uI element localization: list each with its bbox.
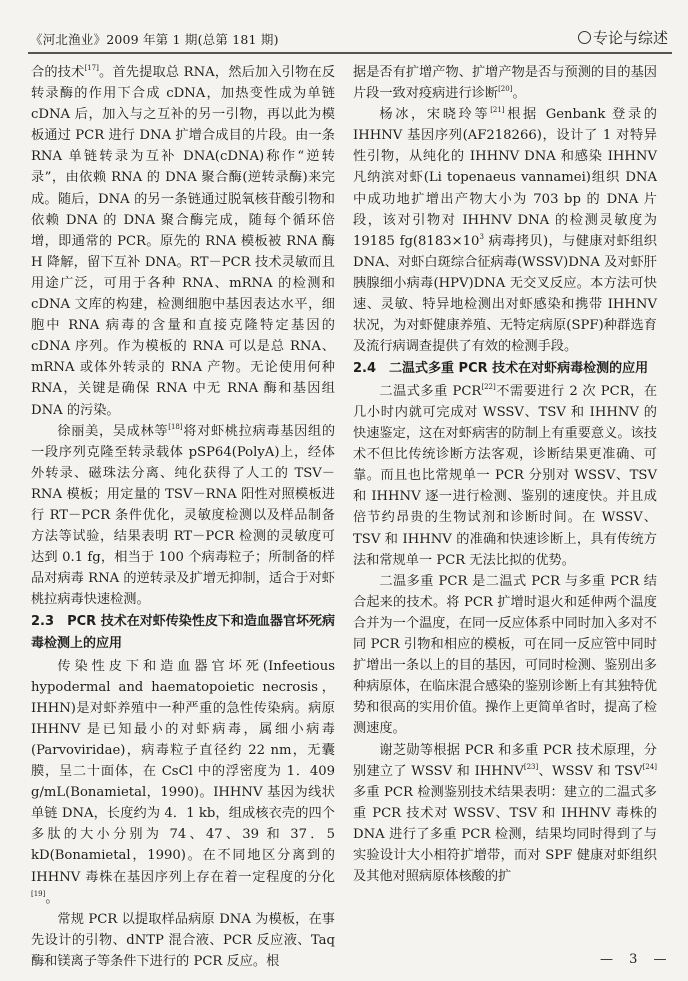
circle-icon	[578, 31, 591, 44]
citation: [21]	[490, 106, 505, 115]
paragraph	[31, 421, 335, 611]
right-column	[353, 62, 657, 887]
text: 。	[512, 86, 526, 102]
paragraph	[353, 740, 657, 888]
text: 谢芝勋等根据 PCR 和多重 PCR 技术原理，分别建立了 WSSV 和 IHHNV	[353, 742, 657, 779]
citation: [17]	[84, 64, 99, 72]
text: 病毒拷贝)，与健康对虾组织 DNA、对虾白斑综合征病毒(WSSV)DNA 及对虾肝胰腺细小病毒(HPV)DNA 无交叉反应。本方法可快速、灵敏、特异地检测出对虾感染和携带 IHHNV 状况，为对虾健康养殖、无特定病原(SPF)种群选育及流行病调查提供了有效的检测手段。	[353, 233, 657, 355]
text: 徐丽美，吴成林等	[57, 423, 169, 439]
page-number: — 3 —	[600, 952, 673, 967]
citation: [20]	[498, 85, 513, 94]
paragraph	[353, 62, 657, 104]
text: 将对虾桃拉病毒基因组的一段序列克隆至转录载体 pSP64(PolyA)上，经体外转录、磁珠法分离、纯化获得了人工的 TSV－RNA 模板；用定量的 TSV－RNA 阳性对照模板进行 RT－PCR 条件优化，灵敏度检测以及样品制备方法等试验，结果表明 RT－PCR 检测的灵敏度可达到 0.1 fg，相当于 100 个病毒粒子；所制备的样品对病毒 RNA 的逆转录及扩增无抑制，适合于对虾桃拉病毒快速检测。	[31, 423, 336, 608]
paragraph	[353, 104, 657, 357]
paragraph: 常规 PCR 以提取样品病原 DNA 为模板，在事先设计的引物、dNTP 混合液、PCR 反应液、Taq 酶和镁离子等条件下进行的 PCR 反应。根	[31, 911, 335, 969]
text: 杨冰，宋晓玲等	[379, 107, 491, 123]
journal-citation: 《河北渔业》2009 年第 1 期(总第 181 期)	[30, 32, 279, 47]
text: 、WSSV 和 TSV	[538, 763, 643, 779]
text: 。首先提取总 RNA，然后加入引物在反转录酶的作用下合成 cDNA，加热变性成为单链 cDNA 后，加入与之互补的另一引物，再以此为模板通过 PCR 进行 DNA 扩增合成目的片段。由一条 RNA 单链转录为互补 DNA(cDNA)称作“逆转录”，由依赖 RNA 的 DNA 聚合酶(逆转录酶)来完成。随后，DNA 的另一条链通过脱氧核苷酸引物和依赖 DNA 的 DNA 聚合酶完成，随每个循环倍增，即通常的 PCR。原先的 RNA 模板被 RNA 酶 H 降解，留下互补 DNA。RT－PCR 技术灵敏而且用途广泛，可用于各种 RNA、mRNA 的检测和 cDNA 文库的构建，检测细胞中基因表达水平，细胞中 RNA 病毒的含量和直接克隆特定基因的 cDNA 序列。作为模板的 RNA 可以是总 RNA、mRNA 或体外转录的 RNA 产物。无论使用何种 RNA，关键是确保 RNA 中无 RNA 酶和基因组 DNA 的污染。	[31, 65, 336, 418]
text: 根据 Genbank 登录的 IHHNV 基因序列(AF218266)，设计了 1 对特异性引物，从纯化的 IHHNV DNA 和感染 IHHNV 凡纳滨对虾(Li topenaeus vannamei)组织 DNA 中成功地扩增出产物大小为 703 bp 的 DNA 片段，该对引物对 IHHNV DNA 的检测灵敏度为 19185 fg(8183×10	[353, 107, 657, 249]
paragraph: 二温多重 PCR 是二温式 PCR 与多重 PCR 结合起来的技术。将 PCR 扩增时退火和延伸两个温度合并为一个温度，在同一反应体系中同时加入多对不同 PCR 引物和相应的模板，可在同一反应管中同时扩增出一条以上的目的基因，可同时检测、鉴别出多种病原体，在临床混合感染的鉴别诊断上有其独特优势和很高的实用价值。操作上更简单省时，提高了检测速度。	[353, 573, 657, 737]
text: 多重 PCR 检测鉴别技术结果表明：建立的二温式多重 PCR 技术对 WSSV、TSV 和 IHHNV 毒株的 DNA 进行了多重 PCR 检测，结果均同时得到了与实验设计大小相符扩增带，而对 SPF 健康对虾组织及其他对照病原体核酸的扩	[353, 784, 657, 885]
citation: [23]	[523, 762, 539, 771]
paragraph	[31, 62, 335, 421]
section-label-text: 专论与综述	[592, 29, 668, 47]
text: 传染性皮下和造血器官坏死(Infeetious hypodermal and haematopoietic necrosis，IHHN)是对虾养殖中一种严重的急性传染病。病原 IHHNV 是已知最小的对虾病毒，属细小病毒(Parvoviridae)，病毒粒子直径约 22 nm，无囊膜，呈二十面体，在 CsCl 中的浮密度为 1．409 g/mL(Bonamietal，1990)。IHHNV 基因为线状单链 DNA，长度约为 4．1 kb，组成核衣壳的四个多肽的大小分别为 74、47、39 和 37．5 kD(Bonamietal，1990)。在不同地区分离到的 IHHNV 毒株在基因序列上存在着一定程度的分化	[31, 658, 335, 885]
text: 二温式多重 PCR	[379, 383, 482, 399]
running-header	[30, 26, 670, 48]
text: 。	[45, 890, 59, 906]
citation: [22]	[481, 382, 496, 391]
exponent: 3	[479, 232, 484, 241]
text: 合的技术	[31, 65, 85, 80]
header-rule	[28, 52, 672, 54]
paragraph	[353, 381, 657, 571]
text: 不需要进行 2 次 PCR，在几小时内就可完成对 WSSV、TSV 和 IHHNV 的快速鉴定，这在对虾病害的防制上有重要意义。该技术不但比传统诊断方法客观，诊断结果更准确、可靠。而且也比常规单一 PCR 分别对 WSSV、TSV 和 IHHNV 逐一进行检测、鉴别的速度快。并且成倍节约昂贵的生物试剂和诊断时间。在 WSSV、TSV 和 IHHNV 的准确和快速诊断上，具有传统方法和常规单一 PCR 无法比拟的优势。	[353, 383, 658, 568]
section-heading-2-4: 2.4 二温式多重 PCR 技术在对虾病毒检测的应用	[353, 361, 649, 377]
citation: [24]	[642, 762, 658, 771]
paragraph	[31, 656, 335, 909]
text: 据是否有扩增产物、扩增产物是否与预测的目的基因片段一致对疫病进行诊断	[353, 65, 657, 102]
section-label	[578, 27, 668, 48]
section-heading-2-3: 2.3 PCR 技术在对虾传染性皮下和造血器官坏死病毒检测上的应用	[31, 614, 335, 652]
citation: [19]	[31, 889, 46, 898]
citation: [18]	[168, 422, 183, 431]
left-column	[31, 62, 335, 972]
